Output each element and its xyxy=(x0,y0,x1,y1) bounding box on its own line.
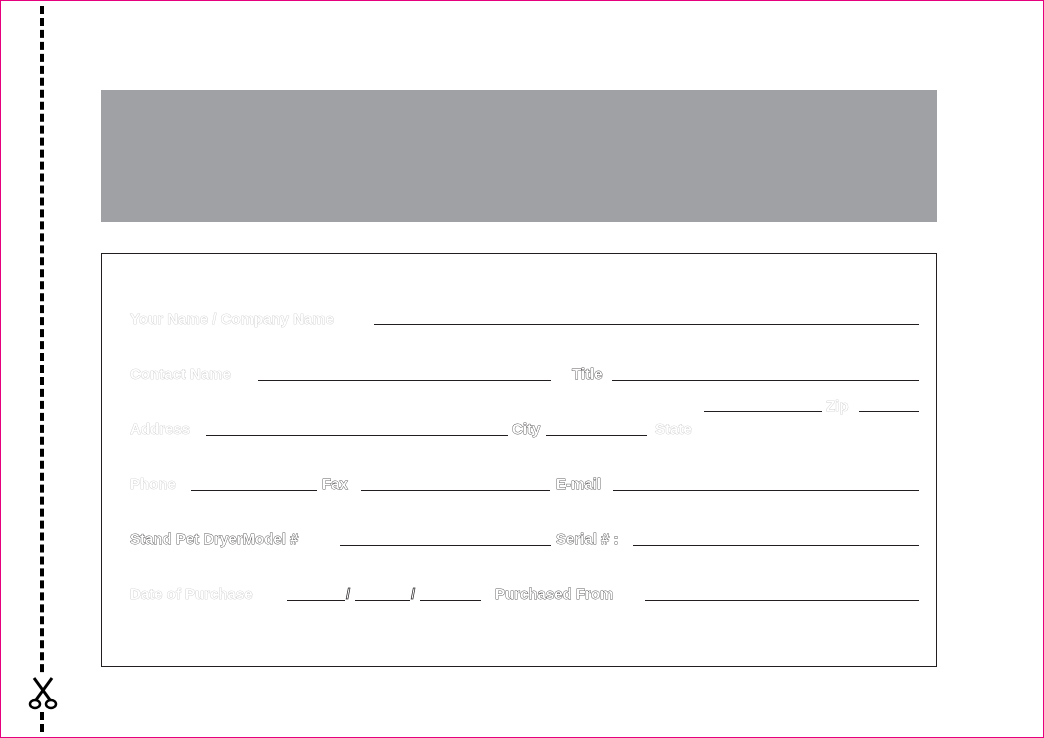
purchase-year-field[interactable] xyxy=(420,600,481,601)
name-label: Your Name / Company Name xyxy=(130,311,334,328)
fax-label: Fax xyxy=(322,476,348,493)
purchase-month-field[interactable] xyxy=(287,600,345,601)
model-field[interactable] xyxy=(340,545,551,546)
contact-name-label: Contact Name xyxy=(130,366,231,383)
date-separator: / xyxy=(411,586,416,603)
purchased-from-label: Purchased From xyxy=(495,586,614,603)
purchase-date-label: Date of Purchase xyxy=(130,586,253,603)
fax-field[interactable] xyxy=(361,490,550,491)
purchase-day-field[interactable] xyxy=(355,600,410,601)
state-label: State xyxy=(655,421,692,438)
city-field[interactable] xyxy=(546,435,647,436)
zip-label: Zip xyxy=(826,398,849,415)
header-band xyxy=(101,90,937,222)
purchased-from-field[interactable] xyxy=(645,600,919,601)
model-label: Stand Pet DryerModel # xyxy=(130,531,299,548)
date-separator: / xyxy=(346,586,351,603)
title-field[interactable] xyxy=(612,380,919,381)
address-field[interactable] xyxy=(206,435,508,436)
scissors-icon xyxy=(28,676,58,710)
state-field[interactable] xyxy=(704,411,822,412)
serial-field[interactable] xyxy=(633,545,919,546)
phone-label: Phone xyxy=(130,476,176,493)
address-label: Address xyxy=(130,421,191,438)
zip-field[interactable] xyxy=(859,411,919,412)
city-label: City xyxy=(512,421,541,438)
serial-label: Serial # : xyxy=(556,531,619,548)
name-field[interactable] xyxy=(374,324,919,325)
phone-field[interactable] xyxy=(191,490,317,491)
cut-line xyxy=(40,6,44,732)
email-label: E-mail xyxy=(556,476,602,493)
title-label: Title xyxy=(572,366,603,383)
contact-name-field[interactable] xyxy=(258,380,551,381)
email-field[interactable] xyxy=(613,490,919,491)
